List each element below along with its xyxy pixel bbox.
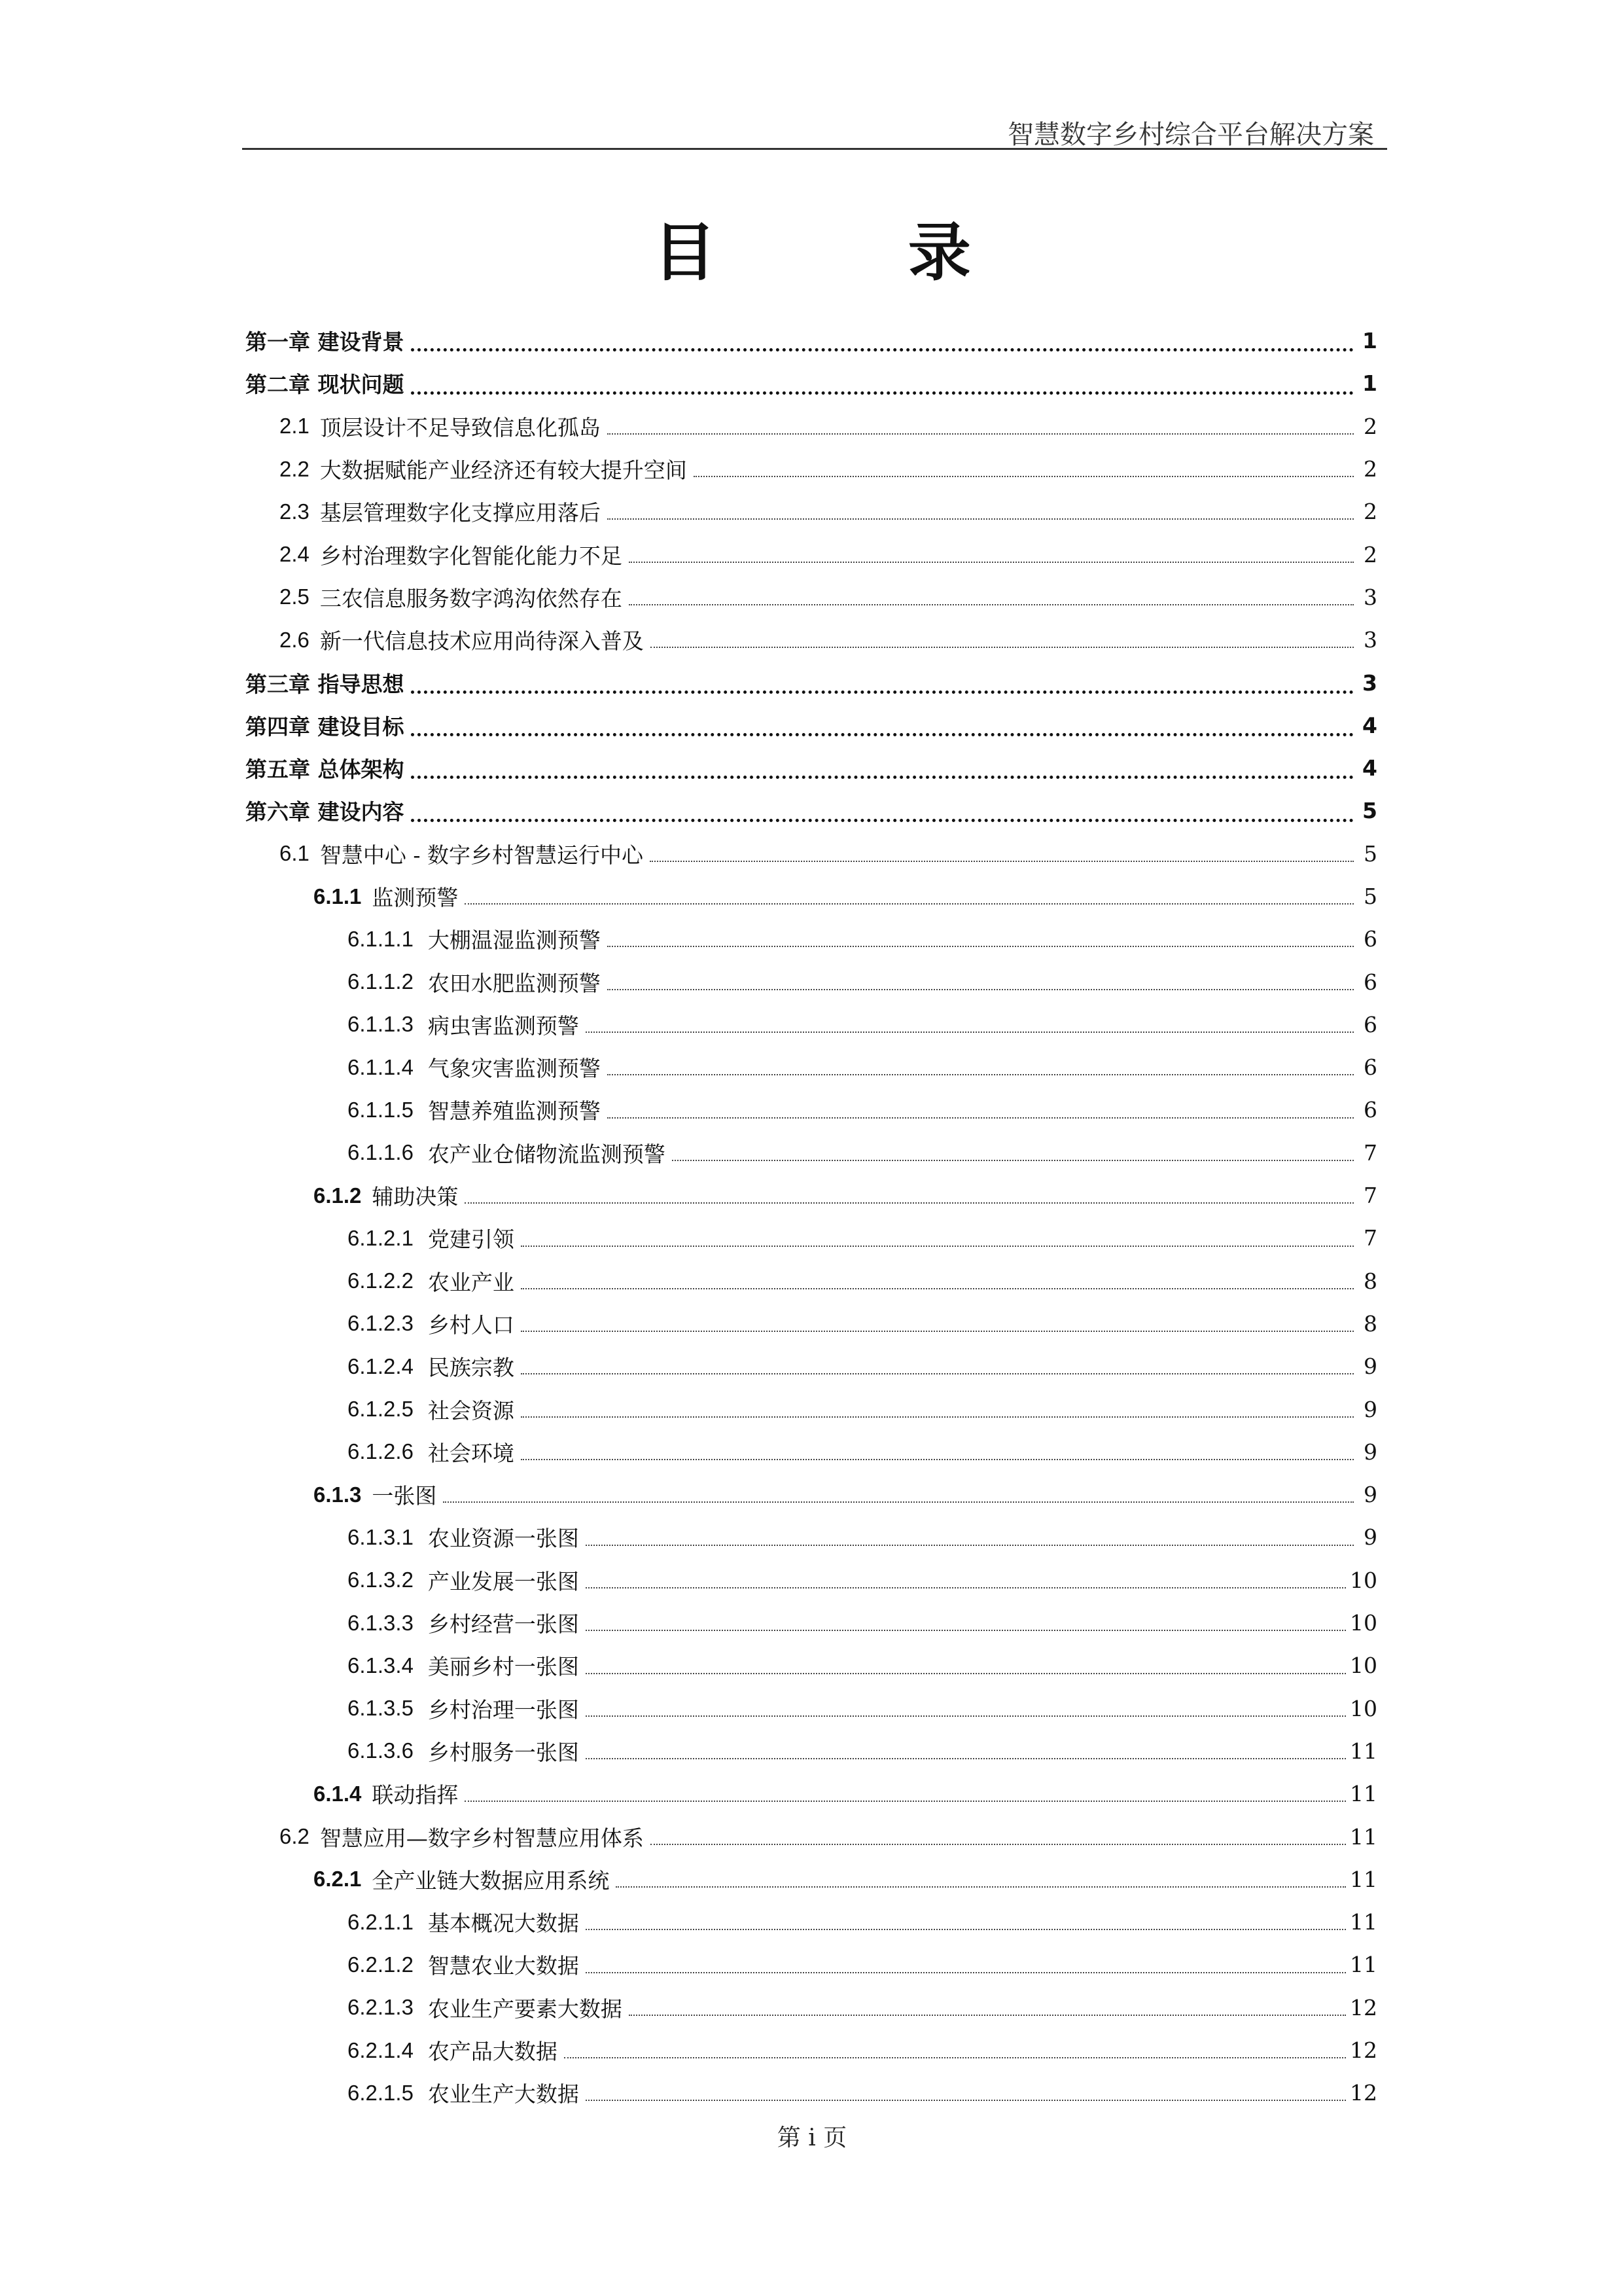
toc-entry-number: 6.2	[279, 1824, 309, 1849]
dot-leader	[521, 1388, 1354, 1430]
toc-entry-label: 农业生产要素大数据	[427, 1996, 622, 2022]
toc-entry-label: 民族宗教	[427, 1355, 514, 1381]
toc-entry-label: 监测预警	[372, 885, 459, 910]
toc-entry-label: 新一代信息技术应用尚待深入普及	[319, 628, 644, 655]
toc-entry-label: 乡村人口	[427, 1312, 514, 1338]
dot-leader	[443, 1473, 1354, 1516]
toc-entry-page: 12	[1350, 2080, 1377, 2106]
toc-entry-page: 6	[1364, 1097, 1377, 1123]
toc-entry-label: 乡村治理一张图	[427, 1696, 579, 1723]
toc-entry-page: 6	[1364, 1054, 1377, 1081]
toc-entry[interactable]	[245, 1644, 1377, 1687]
dot-leader	[465, 1174, 1354, 1217]
toc-entry-number: 6.1.2.4	[347, 1354, 414, 1378]
dot-leader	[465, 1772, 1346, 1815]
toc-entry-label: 乡村治理数字化智能化能力不足	[319, 543, 622, 569]
dot-leader	[411, 362, 1354, 404]
toc-entry-number: 6.1.2.6	[347, 1439, 414, 1464]
toc-entry[interactable]	[245, 704, 1377, 747]
toc-entry-label: 基本概况大数据	[427, 1910, 579, 1937]
toc-entry-number: 6.1.1.4	[347, 1054, 414, 1079]
toc-entry-label: 智慧应用—数字乡村智慧应用体系	[319, 1825, 644, 1851]
toc-entry[interactable]	[245, 362, 1377, 404]
toc-entry[interactable]	[245, 918, 1377, 960]
dot-leader	[629, 533, 1354, 575]
toc-entry-page: 2	[1364, 456, 1377, 482]
toc-entry[interactable]	[245, 1986, 1377, 2029]
toc-entry-number: 2.5	[279, 584, 309, 609]
toc-entry[interactable]	[245, 1003, 1377, 1046]
toc-entry-number: 6.1.1.3	[347, 1012, 414, 1037]
toc-entry-page: 9	[1364, 1396, 1377, 1422]
toc-entry-number: 6.1.1.5	[347, 1097, 414, 1122]
running-header-title: 智慧数字乡村综合平台解决方案	[1008, 120, 1374, 150]
toc-entry-page: 12	[1350, 2037, 1377, 2064]
toc-entry-number: 6.1.3	[313, 1482, 362, 1507]
toc-entry-label: 党建引领	[427, 1227, 514, 1253]
toc-entry[interactable]	[245, 1473, 1377, 1516]
toc-entry-number: 6.1.2.2	[347, 1268, 414, 1293]
dot-leader	[411, 747, 1354, 789]
toc-entry-page: 7	[1364, 1225, 1377, 1251]
toc-entry-number: 6.2.1.4	[347, 2037, 414, 2062]
toc-entry-number: 6.1.3.2	[347, 1568, 414, 1592]
toc-entry[interactable]	[245, 1772, 1377, 1815]
toc-entry-label: 农业资源一张图	[427, 1526, 579, 1552]
toc-entry[interactable]	[245, 747, 1377, 789]
toc-entry-number: 6.2.1.3	[347, 1995, 414, 2020]
toc-entry[interactable]	[245, 1602, 1377, 1644]
dot-leader	[607, 1088, 1354, 1131]
running-header	[242, 110, 1387, 150]
toc-entry-label: 全产业链大数据应用系统	[372, 1867, 610, 1893]
toc-entry-label: 农田水肥监测预警	[427, 970, 601, 996]
toc-entry-label: 基层管理数字化支撑应用落后	[319, 500, 601, 526]
dot-leader	[629, 1986, 1346, 2029]
toc-entry[interactable]	[245, 533, 1377, 575]
toc-entry-page: 4	[1362, 712, 1377, 738]
dot-leader	[607, 918, 1354, 960]
toc-entry-label: 大数据赋能产业经济还有较大提升空间	[319, 457, 687, 484]
toc-entry-page: 11	[1350, 1823, 1377, 1850]
toc-entry[interactable]	[245, 833, 1377, 875]
toc-entry-number: 6.1.2.5	[347, 1397, 414, 1422]
toc-entry[interactable]	[245, 789, 1377, 832]
toc-entry[interactable]	[245, 1943, 1377, 1986]
toc-entry[interactable]	[245, 2072, 1377, 2114]
dot-leader	[586, 1644, 1346, 1687]
toc-entry-page: 3	[1364, 584, 1377, 610]
dot-leader	[672, 1132, 1354, 1174]
toc-entry[interactable]	[245, 490, 1377, 533]
toc-entry[interactable]	[245, 1901, 1377, 1943]
dot-leader	[616, 1858, 1346, 1901]
toc-entry-page: 7	[1364, 1139, 1377, 1166]
toc-entry-label: 顶层设计不足导致信息化孤岛	[319, 414, 601, 440]
toc-entry-label: 第六章 建设内容	[245, 799, 404, 825]
toc-entry-page: 6	[1364, 926, 1377, 952]
toc-entry-page: 9	[1364, 1524, 1377, 1551]
dot-leader	[586, 2072, 1346, 2114]
toc-entry-number: 6.1.3.6	[347, 1738, 414, 1763]
dot-leader	[586, 1559, 1346, 1602]
toc-entry-label: 三农信息服务数字鸿沟依然存在	[319, 585, 622, 611]
page-title: 目 录	[653, 216, 1056, 289]
toc-entry-page: 2	[1364, 499, 1377, 525]
toc-entry-number: 2.3	[279, 499, 309, 524]
toc-entry-page: 3	[1364, 627, 1377, 653]
toc-entry-number: 6.1	[279, 841, 309, 866]
toc-entry-page: 1	[1362, 328, 1377, 354]
dot-leader	[586, 1943, 1346, 1986]
toc-entry-label: 第四章 建设目标	[245, 713, 404, 740]
toc-entry-label: 乡村经营一张图	[427, 1611, 579, 1638]
toc-entry-label: 智慧中心 - 数字乡村智慧运行中心	[319, 842, 644, 868]
toc-entry[interactable]	[245, 1516, 1377, 1558]
toc-entry-label: 社会资源	[427, 1397, 514, 1424]
toc-entry-number: 6.1.3.1	[347, 1524, 414, 1549]
toc-entry-number: 2.6	[279, 627, 309, 652]
toc-entry[interactable]	[245, 1388, 1377, 1430]
toc-entry-page: 5	[1364, 884, 1377, 909]
toc-entry-page: 2	[1364, 541, 1377, 567]
toc-entry-number: 2.2	[279, 456, 309, 481]
toc-entry[interactable]	[245, 2029, 1377, 2072]
toc-entry-page: 11	[1350, 1866, 1377, 1892]
toc-entry-label: 第五章 总体架构	[245, 757, 404, 783]
toc-entry-label: 第一章 建设背景	[245, 329, 404, 355]
dot-leader	[521, 1260, 1354, 1302]
toc-entry-number: 6.1.4	[313, 1781, 362, 1806]
toc-entry[interactable]	[245, 1858, 1377, 1901]
toc-entry[interactable]	[245, 619, 1377, 661]
toc-entry-page: 8	[1364, 1310, 1377, 1336]
toc-entry[interactable]	[245, 1088, 1377, 1131]
toc-entry[interactable]	[245, 1302, 1377, 1345]
dot-leader	[465, 875, 1354, 918]
toc-entry-page: 6	[1364, 969, 1377, 995]
dot-leader	[650, 1815, 1346, 1857]
toc-entry[interactable]	[245, 1815, 1377, 1857]
dot-leader	[521, 1431, 1354, 1473]
toc-entry-page: 10	[1350, 1695, 1377, 1721]
toc-entry-page: 12	[1350, 1994, 1377, 2020]
dot-leader	[694, 448, 1354, 490]
toc-entry-number: 6.1.1.6	[347, 1140, 414, 1165]
toc-entry[interactable]	[245, 405, 1377, 448]
toc-entry-page: 5	[1362, 798, 1377, 824]
toc-entry-number: 6.1.1	[313, 884, 362, 908]
toc-entry[interactable]	[245, 960, 1377, 1003]
toc-entry-label: 农业生产大数据	[427, 2081, 579, 2108]
toc-entry-page: 3	[1362, 670, 1377, 696]
toc-entry-number: 6.2.1	[313, 1867, 362, 1892]
dot-leader	[411, 704, 1354, 747]
toc-entry[interactable]	[245, 661, 1377, 704]
toc-entry-label: 农产业仓储物流监测预警	[427, 1141, 665, 1167]
dot-leader	[521, 1345, 1354, 1388]
dot-leader	[607, 1046, 1354, 1088]
dot-leader	[650, 833, 1354, 875]
toc-entry-number: 6.1.1.1	[347, 926, 414, 951]
toc-entry-number: 6.1.3.3	[347, 1610, 414, 1635]
toc-entry-label: 辅助决策	[372, 1184, 459, 1210]
toc-entry-page: 10	[1350, 1653, 1377, 1679]
toc-entry[interactable]	[245, 319, 1377, 362]
toc-entry[interactable]	[245, 875, 1377, 918]
toc-entry-label: 智慧养殖监测预警	[427, 1098, 601, 1124]
dot-leader	[607, 405, 1354, 448]
toc-entry[interactable]	[245, 1431, 1377, 1473]
dot-leader	[586, 1602, 1346, 1644]
toc-entry[interactable]	[245, 1345, 1377, 1388]
toc-entry-page: 5	[1364, 840, 1377, 867]
toc-entry[interactable]	[245, 1260, 1377, 1302]
dot-leader	[607, 960, 1354, 1003]
table-of-contents	[245, 319, 1377, 2114]
dot-leader	[521, 1302, 1354, 1345]
toc-entry-label: 社会环境	[427, 1440, 514, 1466]
toc-entry-number: 6.1.2.1	[347, 1225, 414, 1250]
toc-entry-page: 9	[1364, 1439, 1377, 1465]
toc-entry-number: 6.2.1.2	[347, 1952, 414, 1977]
toc-entry[interactable]	[245, 1132, 1377, 1174]
toc-entry-number: 6.1.1.2	[347, 969, 414, 994]
toc-entry-label: 气象灾害监测预警	[427, 1056, 601, 1082]
toc-entry-label: 农产品大数据	[427, 2039, 557, 2065]
toc-entry-label: 产业发展一张图	[427, 1568, 579, 1594]
toc-entry-page: 11	[1350, 1952, 1377, 1978]
dot-leader	[586, 1003, 1354, 1046]
toc-entry-page: 4	[1362, 755, 1377, 781]
toc-entry-page: 9	[1364, 1354, 1377, 1380]
toc-entry-number: 6.1.2.3	[347, 1311, 414, 1336]
toc-entry[interactable]	[245, 1174, 1377, 1217]
dot-leader	[564, 2029, 1346, 2072]
toc-entry-page: 9	[1364, 1482, 1377, 1508]
toc-entry-label: 第二章 现状问题	[245, 372, 404, 398]
toc-entry-page: 1	[1362, 370, 1377, 397]
dot-leader	[411, 789, 1354, 832]
toc-entry[interactable]	[245, 1687, 1377, 1730]
toc-entry[interactable]	[245, 1730, 1377, 1772]
toc-entry-label: 联动指挥	[372, 1782, 459, 1808]
page-number: 第 i 页	[777, 2125, 847, 2151]
toc-entry-number: 2.4	[279, 542, 309, 567]
dot-leader	[521, 1217, 1354, 1259]
toc-entry-page: 10	[1350, 1610, 1377, 1636]
toc-entry-label: 病虫害监测预警	[427, 1013, 579, 1039]
dot-leader	[650, 619, 1354, 661]
toc-entry[interactable]	[245, 1559, 1377, 1602]
toc-entry-page: 8	[1364, 1268, 1377, 1294]
toc-entry-label: 大棚温湿监测预警	[427, 927, 601, 954]
dot-leader	[586, 1687, 1346, 1730]
dot-leader	[586, 1730, 1346, 1772]
toc-entry-number: 6.1.3.5	[347, 1696, 414, 1721]
toc-entry-number: 6.2.1.5	[347, 2080, 414, 2105]
toc-entry-number: 6.1.2	[313, 1183, 362, 1208]
toc-entry-label: 一张图	[372, 1483, 437, 1509]
toc-entry[interactable]	[245, 1217, 1377, 1259]
toc-entry-page: 11	[1350, 1738, 1377, 1764]
toc-entry-number: 2.1	[279, 414, 309, 439]
toc-entry-page: 7	[1364, 1183, 1377, 1209]
toc-entry-page: 10	[1350, 1567, 1377, 1593]
dot-leader	[586, 1901, 1346, 1943]
toc-entry-label: 农业产业	[427, 1269, 514, 1295]
toc-entry-label: 第三章 指导思想	[245, 671, 404, 697]
dot-leader	[411, 661, 1354, 704]
toc-entry-label: 美丽乡村一张图	[427, 1654, 579, 1680]
toc-entry[interactable]	[245, 1046, 1377, 1088]
toc-entry-label: 乡村服务一张图	[427, 1739, 579, 1765]
toc-entry-number: 6.2.1.1	[347, 1909, 414, 1934]
toc-entry-page: 11	[1350, 1781, 1377, 1807]
dot-leader	[629, 576, 1354, 619]
dot-leader	[607, 490, 1354, 533]
toc-entry[interactable]	[245, 576, 1377, 619]
dot-leader	[411, 319, 1354, 362]
toc-entry-number: 6.1.3.4	[347, 1653, 414, 1677]
toc-entry-page: 2	[1364, 413, 1377, 439]
toc-entry-page: 11	[1350, 1909, 1377, 1935]
toc-entry-label: 智慧农业大数据	[427, 1953, 579, 1979]
dot-leader	[586, 1516, 1354, 1558]
toc-entry-page: 6	[1364, 1011, 1377, 1037]
toc-entry[interactable]	[245, 448, 1377, 490]
